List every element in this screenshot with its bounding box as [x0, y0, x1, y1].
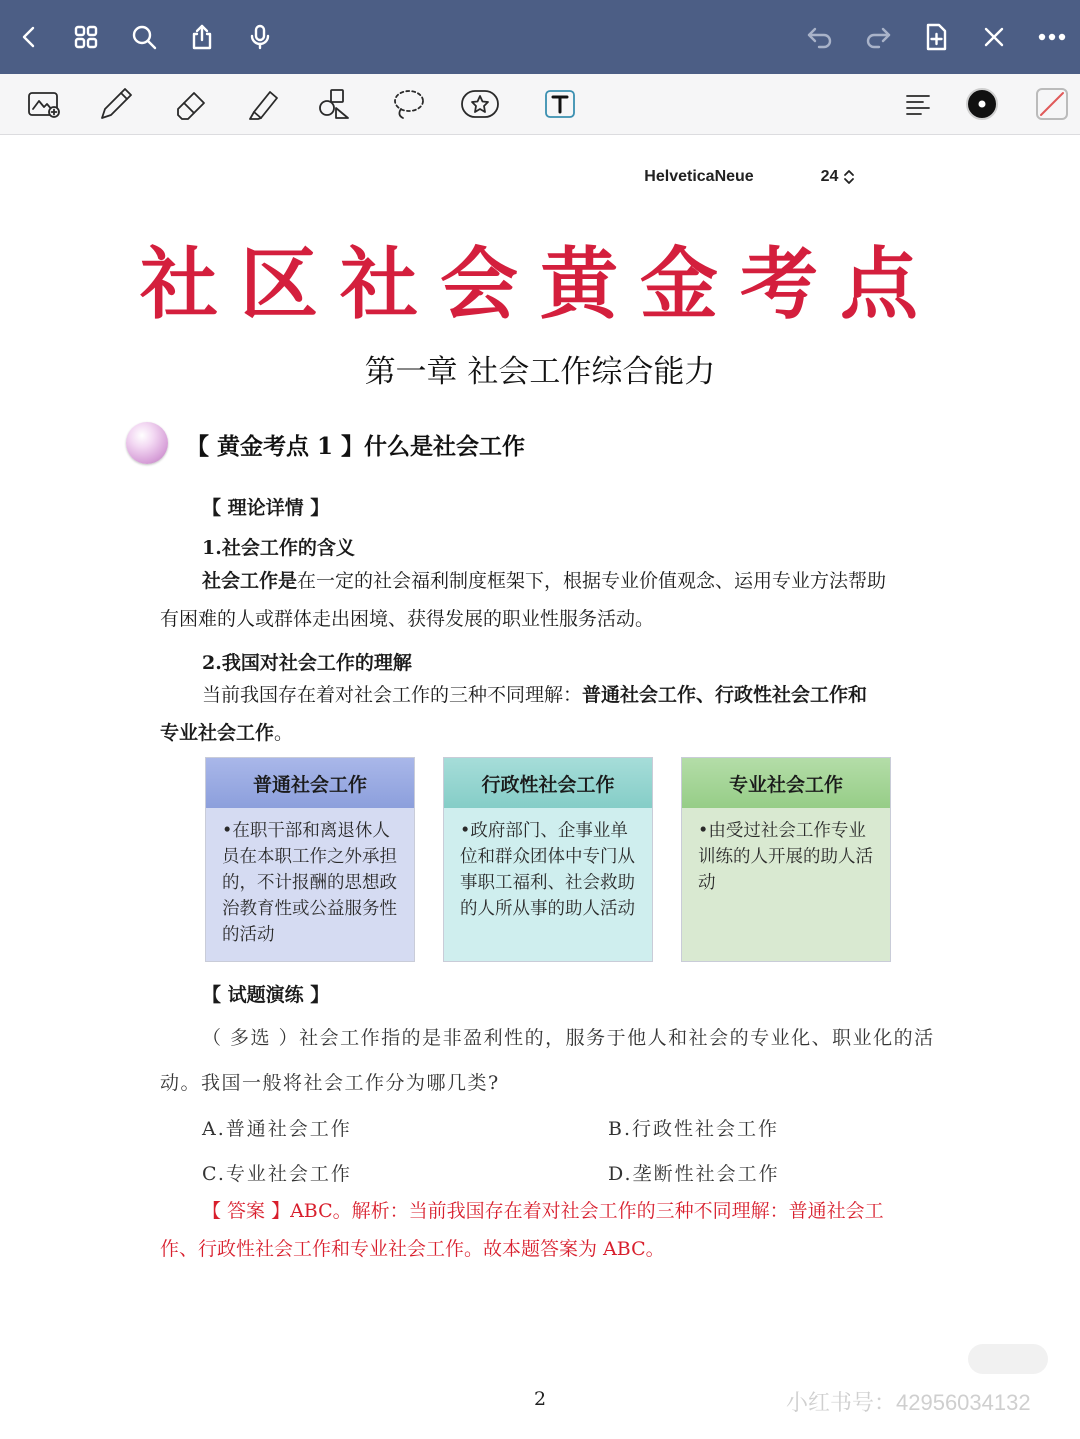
practice-heading: 【 试题演练 】 [202, 984, 330, 1006]
grid-icon[interactable] [67, 18, 105, 56]
card-title: 普通社会工作 [206, 758, 414, 808]
font-size-value: 24 [820, 168, 839, 185]
section-2-paragraph-line-2 [160, 718, 293, 745]
section-1-paragraph-line-2: 有困难的人或群体走出困境、获得发展的职业性服务活动。 [160, 608, 655, 630]
card-title: 专业社会工作 [682, 758, 890, 808]
option-d: D.垄断性社会工作 [608, 1163, 780, 1185]
card-general-social-work [205, 757, 415, 962]
theory-heading: 【 理论详情 】 [202, 497, 330, 519]
section-2-bold-b: 专业社会工作 [160, 722, 275, 744]
section-2-paragraph-line-1 [202, 680, 867, 707]
card-administrative-social-work [443, 757, 653, 962]
card-body: •由受过社会工作专业训练的人开展的助人活动 [698, 821, 873, 893]
stepper-chevrons-icon [843, 169, 855, 185]
redo-icon[interactable] [859, 18, 897, 56]
close-icon[interactable] [975, 18, 1013, 56]
document-title: 社区社会黄金考点 [139, 239, 940, 330]
font-name-selector[interactable]: HelveticaNeue [621, 159, 777, 195]
section-1-text: 在一定的社会福利制度框架下，根据专业价值观念、运用专业方法帮助 [297, 570, 887, 592]
option-a: A.普通社会工作 [202, 1118, 352, 1140]
section-1-heading: 1.社会工作的含义 [202, 537, 355, 559]
shapes-tool-icon[interactable] [310, 82, 358, 126]
top-nav-bar [0, 0, 1080, 74]
card-body: •在职干部和离退休人员在本职工作之外承担的，不计报酬的思想政治教育性或公益服务性的活动 [222, 821, 397, 945]
font-size-selector[interactable] [806, 159, 870, 195]
color-picker-icon[interactable] [958, 82, 1006, 126]
pen-tool-icon[interactable] [92, 82, 140, 126]
option-c: C.专业社会工作 [202, 1163, 352, 1185]
bullet-ball-icon [126, 422, 168, 464]
watermark: 小红书号：42956034132 [786, 1390, 1031, 1415]
chevron-left-icon[interactable] [10, 18, 48, 56]
undo-icon[interactable] [801, 18, 839, 56]
card-professional-social-work [681, 757, 891, 962]
lasso-tool-icon[interactable] [384, 82, 432, 126]
share-icon[interactable] [183, 18, 221, 56]
section-2-heading: 2.我国对社会工作的理解 [202, 652, 412, 674]
microphone-icon[interactable] [241, 18, 279, 56]
answer-line-2: 作、行政性社会工作和专业社会工作。故本题答案为 ABC。 [160, 1238, 665, 1260]
text-tool-icon[interactable] [536, 82, 584, 126]
annotation-toolbar [0, 74, 1080, 185]
add-page-icon[interactable] [917, 18, 955, 56]
card-title: 行政性社会工作 [444, 758, 652, 808]
section-1-paragraph-line-1 [202, 566, 886, 593]
section-2-end: 。 [274, 722, 294, 744]
search-icon[interactable] [125, 18, 163, 56]
question-line-1: （ 多选 ）社会工作指的是非盈利性的，服务于他人和社会的专业化、职业化的活 [202, 1027, 935, 1049]
watermark-blob [968, 1344, 1048, 1374]
chapter-heading: 第一章 社会工作综合能力 [364, 354, 716, 390]
question-line-2: 动。我国一般将社会工作分为哪几类? [160, 1072, 500, 1094]
section-1-bold-term: 社会工作是 [202, 570, 298, 592]
option-b: B.行政性社会工作 [608, 1118, 780, 1140]
card-body: •政府部门、企事业单位和群众团体中专门从事职工福利、社会救助的人所从事的助人活动 [460, 821, 635, 919]
key-point-title: 【 黄金考点 1 】什么是社会工作 [186, 433, 526, 460]
image-tool-icon[interactable] [20, 82, 68, 126]
section-2-bold-a: 普通社会工作、行政性社会工作和 [582, 684, 868, 706]
more-icon[interactable] [1033, 18, 1071, 56]
answer-line-1: 【 答案 】ABC。解析：当前我国存在着对社会工作的三种不同理解：普通社会工 [202, 1200, 884, 1222]
sticker-tool-icon[interactable] [456, 82, 504, 126]
section-2-text: 当前我国存在着对社会工作的三种不同理解： [202, 684, 583, 706]
highlighter-tool-icon[interactable] [240, 82, 288, 126]
fill-none-icon[interactable] [1028, 82, 1076, 126]
text-align-icon[interactable] [894, 82, 942, 126]
eraser-tool-icon[interactable] [166, 82, 214, 126]
page-number: 2 [533, 1388, 547, 1410]
